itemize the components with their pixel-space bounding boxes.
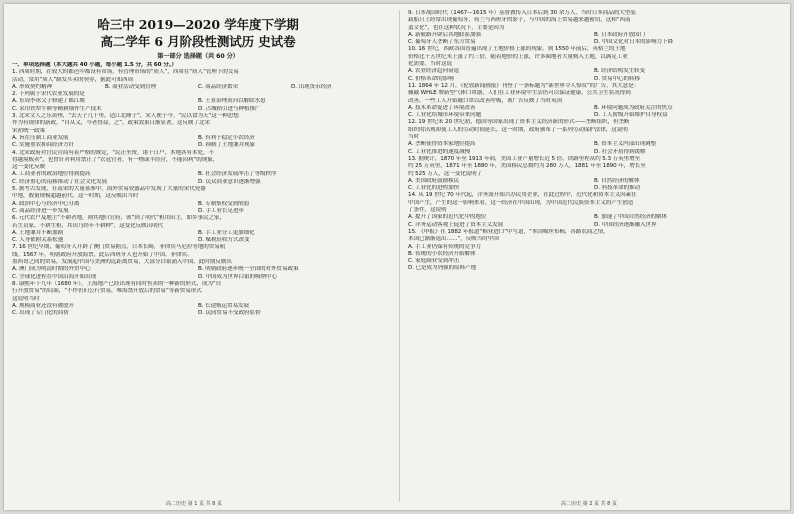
- question-text-line: 2. 下列属于宋代农业发展的是: [12, 91, 85, 98]
- question: [12, 215, 384, 244]
- answer-option: D. 赋税征收方式改变: [198, 237, 250, 244]
- question-text-line: 约 525 万人，这一变化说明了: [408, 170, 483, 177]
- answer-option: D. 中国成为世界白银的吸纳中心: [198, 273, 277, 280]
- question: [12, 281, 384, 317]
- option-row: [12, 135, 384, 142]
- answer-option: C. 全球化进程在中国沿海开始出现: [12, 273, 97, 280]
- question-text-line: 这说明当时: [12, 295, 40, 302]
- answer-option: C. 价格革命的影响: [408, 75, 454, 82]
- question-text-line: 4. 北宋政府对官民营商有着严格的规定，“民止坐贾，诸于日户，本地各有本处，不: [12, 149, 214, 156]
- question-text-line: 6. 元代农户及地主“不耕者地，则其地归官府，领”到了明代“租用田主，如乡事民之家，: [12, 215, 225, 222]
- option-row: [12, 179, 384, 186]
- answer-option: B. 明朝政府逐步统一全国的对外贸易政策: [198, 266, 299, 273]
- option-row: [408, 265, 780, 272]
- question-text-line: 10. 16 世纪，西欧各国普遍出现了土地价格上涨的现象。到 1550 年前后，英格兰的土地: [408, 46, 626, 53]
- question-text-line: 宋初统一政策: [12, 127, 45, 134]
- question-text-line: 得越境贩卖”，也曾针对利用禁止了“衣冠官者，有一物或半经营，不能因利”的现象，: [12, 156, 219, 163]
- option-row: [12, 208, 384, 215]
- question: [12, 186, 384, 215]
- option-row: [12, 201, 384, 208]
- answer-option: D. 民众商业意识逐渐增强: [198, 178, 261, 185]
- question-list-right: [408, 10, 780, 273]
- answer-option: D. 工人阶级开始维护自身权益: [594, 112, 668, 119]
- answer-option: D. 抑制了土地兼并现象: [198, 142, 256, 149]
- answer-option: A. 形成契约精神: [12, 83, 52, 90]
- section-heading: 第一部分 选择题（共 60 分）: [157, 53, 239, 60]
- option-row: [408, 251, 780, 258]
- question-text-line: 13. 据统计，1870 年至 1913 年间，美国工业产量增长近 5 倍，铁路里程从约 5.3 万英里增至: [408, 155, 641, 162]
- option-row: [408, 214, 780, 221]
- question-text-line: 若生员家，不耕生租，其田乃经年不耕种”，这变化反映出明代: [12, 222, 164, 229]
- answer-option: C. 工业化给城市环境带来问题: [408, 112, 482, 119]
- answer-option: D. 中国文化对日本的影响力下降: [594, 39, 673, 46]
- question-text-line: 蛮文化”，也在这种状况下，主要是因为: [408, 24, 505, 31]
- question: [408, 83, 780, 119]
- question-text-line: 当时: [408, 134, 419, 141]
- option-row: [12, 274, 384, 281]
- exam-sheet: [4, 4, 790, 510]
- answer-option: C. 工业化推进的速度减慢: [408, 148, 471, 155]
- answer-option: D. 已是成为列强的原料产地: [408, 265, 476, 272]
- section-instruction: 一、单项选择题（本大题共 40 小题，每小题 1.5 分，共 60 分。）: [12, 62, 177, 68]
- option-row: [408, 39, 780, 46]
- answer-option: B. 环境问题成为政府关注的焦点: [594, 104, 673, 111]
- option-row: [12, 310, 384, 317]
- question-text-line: 7. 16 世纪早期，葡萄牙人开辟了澳门贸易据点，日本长崎，菲律宾马尼拉等地的贸易航: [12, 244, 226, 251]
- option-row: [408, 258, 780, 265]
- answer-option: C. 出现了专门化的商帮: [12, 310, 69, 317]
- answer-option: C. 经济重心的南移推动了社会文化发展: [12, 178, 108, 185]
- question: [408, 156, 780, 192]
- answer-option: C. 葡萄牙人垄断了东方贸易: [408, 39, 476, 46]
- question-text-line: 15. 《申报》在 1882 年报道“棉业进口”中写道，“本国棉丝布棉，各路农商之情，: [408, 228, 609, 235]
- option-row: [12, 266, 384, 273]
- question-text-line: 9. 日本战国时代（1467—1615 年）基督教传入日本后到 30 余万人，当时日本商品的大型装: [408, 10, 636, 16]
- option-row: [408, 178, 780, 185]
- answer-option: A. 提升了国家的近代化中的地位: [408, 214, 487, 221]
- question-text-line: 行开放贸易”的局面，“不作仍旧公行贸易，唯海禁开放后的贸易”等新贸易形式: [12, 288, 202, 295]
- question-text-line: 中国产生，产生的这一影响来看，这一经济在中国出现，为中国近代民族资本主义的产生创造: [408, 199, 634, 206]
- option-row: [12, 171, 384, 178]
- option-row: [408, 141, 780, 148]
- page-left: [12, 10, 384, 494]
- answer-option: B. 日本政府开放国门: [594, 31, 646, 38]
- option-row: [408, 105, 780, 112]
- answer-option: B. 有利于稳定小农经济: [198, 134, 255, 141]
- question-text-line: 约 25 万英里，1871 年至 1880 年，美国移民总数约为 280 万人，1881 年至 1890 年，增长至: [408, 163, 646, 170]
- option-row: [12, 106, 384, 113]
- answer-option: B. 自然经济的解体: [594, 177, 640, 184]
- answer-option: A. 美国政府鼓励移民: [408, 177, 459, 184]
- option-row: [12, 84, 384, 91]
- page-divider: [399, 10, 400, 502]
- option-row: [408, 149, 780, 156]
- answer-option: B. 资本主义内部出现调整: [594, 141, 657, 148]
- answer-option: A. 澳门成为明清时期的外贸中心: [12, 266, 91, 273]
- answer-option: D. 贸易中心的转移: [594, 75, 641, 82]
- question: [12, 150, 384, 186]
- question-text-line: 载船只上经常出现葡萄牙、荷兰与西班牙的影子，与中国的海上贸易越来越密切，这和“西南: [408, 17, 631, 24]
- question-text-line: 11. 1864 年 12 月，《伦敦新闻画报》刊登了一条标题为“新世界令人惊叹”的广告，其大意是：: [408, 82, 640, 89]
- answer-option: D. 中国经济逐渐融入世界: [594, 221, 657, 228]
- exam-subtitle: 高二学年 6 月阶段性测试历 史试卷: [100, 34, 296, 49]
- answer-option: B. 加速了中国自然经济的解体: [594, 214, 668, 221]
- question: [408, 10, 780, 46]
- answer-option: B. 专制集权受到削弱: [198, 200, 250, 207]
- answer-option: A. 东周李冰父子修建了都江堰: [12, 98, 85, 105]
- answer-option: C. 实施重农抑商经济方针: [12, 142, 75, 149]
- answer-option: C. 工业化的进程加快: [408, 185, 460, 192]
- option-row: [408, 32, 780, 39]
- answer-option: A. 农业经济趋向衰退: [408, 68, 459, 75]
- answer-option: A. 手工业仍保有传统的竞争力: [408, 243, 481, 250]
- question-text-line: 本国已渐渐退出……”，反映当时中国: [408, 236, 499, 243]
- option-row: [408, 76, 780, 83]
- answer-option: A. 土地兼并不断加剧: [12, 229, 63, 236]
- answer-option: A. 垄断使得资本家地位提高: [408, 141, 476, 148]
- answer-option: C. 商品经济进一步发展: [12, 207, 69, 214]
- answer-option: D. 科技革命的推动: [594, 185, 641, 192]
- answer-option: B. 社会经济发展冲击了等级秩序: [198, 171, 277, 178]
- option-row: [408, 185, 780, 192]
- question-text-line: 5. 据考古发现，在南宋的大量墓葬中，海外贸易瓷器品中发现了大量的宋代瓷器: [12, 186, 206, 193]
- question-text-line: 化需要。当时这说: [408, 61, 452, 68]
- option-row: [12, 237, 384, 244]
- answer-option: B. 手工业分工更加细化: [198, 229, 255, 236]
- page-footer-left: 高二历史 第 1 页 共 8 页: [166, 501, 222, 507]
- question: [12, 91, 384, 113]
- question-text-line: 改善，一些工人开始戴口罩以改善呼吸，该广告反映了当时英国: [408, 97, 562, 104]
- question: [12, 244, 384, 280]
- answer-option: C. 洋务运动客观上促进了资本主义发展: [408, 221, 504, 228]
- question-text-line: 中地，数量规模超越前代。这一时期，这反映出当时: [12, 193, 139, 200]
- answer-option: B. 传统的小农经济开始解体: [408, 250, 476, 257]
- option-row: [408, 244, 780, 251]
- question-text-line: 了条件，这说明: [408, 207, 447, 214]
- answer-option: B. 王景治理黄河以解除水患: [198, 98, 266, 105]
- page-footer-right: 高二历史 第 2 页 共 8 页: [561, 501, 617, 507]
- question-list-left: [12, 69, 384, 317]
- question-text-line: 作为有规律的新政，“自从义，今者得益，之”，政策效果日渐显著。这反映了北宋: [12, 120, 210, 127]
- answer-option: A. 政治中心与经济中心分离: [12, 200, 80, 207]
- option-row: [12, 98, 384, 105]
- question-text-line: 3. 北宋文人之乐黄州，“去天子几千里，适江北陲子”，宋人便于今。“民以食为天”这一种思想: [12, 113, 239, 120]
- answer-option: D. 民间贸易不受政府监督: [198, 310, 261, 317]
- answer-option: B. 商业活动受到管理: [105, 83, 157, 90]
- answer-option: D. 占城稻引进与种植推广: [198, 105, 261, 112]
- option-row: [408, 68, 780, 75]
- question-text-line: 组织的出现却使工人的劳动时间延长，这一时期，政府颁布了一系列劳动保护法律，这说明: [408, 126, 628, 133]
- option-row: [408, 222, 780, 229]
- answer-option: B. 经济结构发生转变: [594, 68, 646, 75]
- question: [12, 69, 384, 91]
- question-text-line: 这一变化反映: [12, 164, 45, 171]
- answer-option: A. 技术革命促进了环境改善: [408, 104, 476, 111]
- question-text-line: 14. 从 19 世纪 70 年代起，洋务派开始兴办民用企业，在此过程中，近代化和资本主义因素在: [408, 192, 637, 199]
- answer-option: C. 家庭副业受到冲击: [408, 258, 460, 265]
- question-text-line: 12. 19 世纪末 20 世纪初，德国等国家出现了资本主义经济新的形式——垄断组织，但垄断: [408, 119, 630, 126]
- answer-option: A. 新航路开辟后各地联系加强: [408, 31, 481, 38]
- question-text-line: 佩戴 WHLE 牌新型气体口罩器，人们在工业环境中生活仍可以保证健康，公共卫生状况得到: [408, 90, 631, 97]
- question: [408, 46, 780, 82]
- option-row: [12, 303, 384, 310]
- answer-option: C. 商品经济繁荣: [198, 83, 239, 90]
- answer-option: C. 人身依附关系松弛: [12, 237, 64, 244]
- question-text-line: 线。1567 年，明朝政府开放海禁，此后西班牙人也开始了中国、菲律宾、: [12, 251, 193, 258]
- answer-option: A. 工商业者的政治地位得到提高: [12, 171, 91, 178]
- answer-option: A. 旨在压制工商业发展: [12, 134, 69, 141]
- answer-option: D. 手工业长足进步: [198, 207, 245, 214]
- answer-option: A. 规模商业还没有被放开: [12, 302, 74, 309]
- exam-title: 哈三中 2019—2020 学年度下学期: [97, 17, 299, 32]
- option-row: [12, 230, 384, 237]
- question-text-line: 1. 西周时期，在较大的都邑中都设有市场，有管理市场的“质人”，西周在“质人”管理下的交易: [12, 69, 239, 76]
- question-text-line: 墨西哥之间的贸易，发展起中国与美洲的远距离贸易，大部分白银涌入中国。此时期反映出: [12, 259, 232, 266]
- answer-option: C. 采用铁犁牛耕等精耕细作生产技术: [12, 105, 102, 112]
- question-text-line: 价格比十五世纪末上涨了约三倍，随着地价的上涨，许多圈地者大量购入土地，以满足工业: [408, 53, 628, 60]
- question: [408, 229, 780, 273]
- question: [408, 192, 780, 228]
- option-row: [408, 112, 780, 119]
- answer-option: D. 社会矛盾得到缓解: [594, 148, 646, 155]
- option-row: [12, 142, 384, 149]
- page-right: [408, 10, 780, 494]
- question: [12, 113, 384, 149]
- question: [408, 119, 780, 155]
- question-text-line: 8. 康熙年十九年（1680 年），上海地产已经出现有同时售卖的一种新的形式，成为“自: [12, 280, 222, 287]
- answer-option: D. 出现货币经济: [291, 83, 332, 90]
- question-text-line: 活动，常用“质人”制发买卖的契券，据此可知西周: [12, 76, 133, 83]
- answer-option: B. 长途贩运贸易发展: [198, 302, 250, 309]
